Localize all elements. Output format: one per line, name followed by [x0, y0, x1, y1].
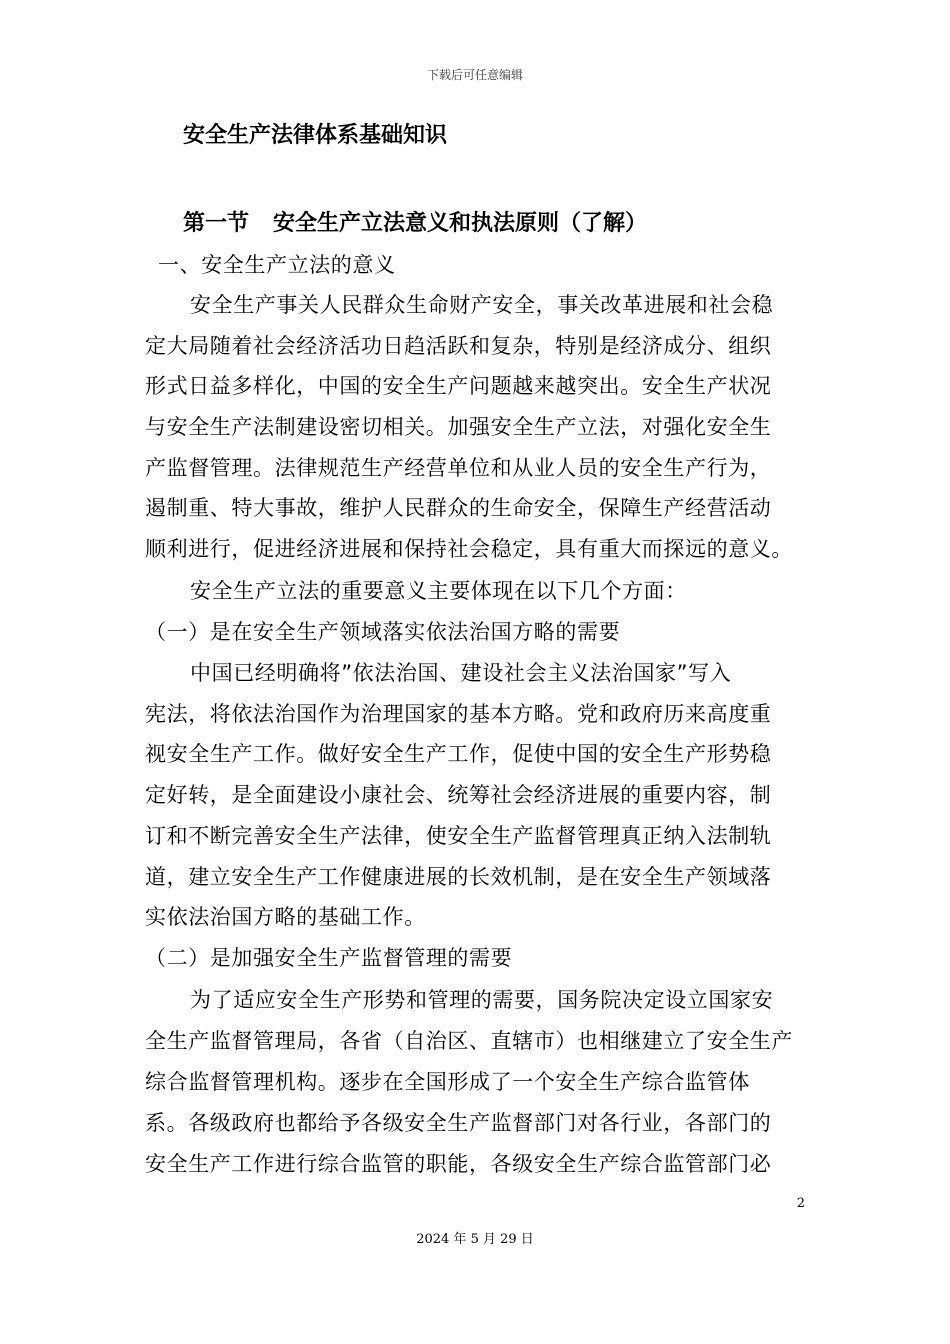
section-title — [183, 206, 647, 237]
paragraph-line: 实依法治国方略的基础工作。 — [145, 905, 426, 929]
paragraph-line: 安全生产事关人民群众生命财产安全，事关改革进展和社会稳 — [190, 293, 774, 317]
subheading: （一）是在安全生产领域落实依法治国方略的需要 — [145, 620, 621, 644]
paragraph-line: 系。各级政府也都给予各级安全生产监督部门对各行业，各部门的 — [145, 1111, 772, 1135]
paragraph-line: 遏制重、特大事故，维护人民群众的生命安全，保障生产经营活动 — [145, 496, 772, 520]
paragraph-line: 形式日益多样化，中国的安全生产问题越来越突出。安全生产状况 — [145, 374, 772, 398]
paragraph-line: 安全生产立法的重要意义主要体现在以下几个方面： — [190, 579, 687, 603]
page-number: 2 — [796, 1196, 805, 1211]
paragraph-line: 顺利进行，促进经济进展和保持社会稳定，具有重大而探远的意义。 — [145, 537, 793, 561]
paragraph-line: 道，建立安全生产工作健康进展的长效机制，是在安全生产领域落 — [145, 865, 772, 889]
heading-level-1: 一、安全生产立法的意义 — [158, 253, 396, 277]
subheading: （二）是加强安全生产监督管理的需要 — [145, 946, 513, 970]
paragraph-line: 为了适应安全生产形势和管理的需要，国务院决定设立国家安 — [190, 988, 774, 1012]
paragraph-line: 安全生产工作进行综合监管的职能，各级安全生产综合监管部门必 — [145, 1152, 772, 1176]
paragraph-line: 与安全生产法制建设密切相关。加强安全生产立法，对强化安全生 — [145, 415, 772, 439]
paragraph-line: 视安全生产工作。做好安全生产工作，促使中国的安全生产形势稳 — [145, 742, 772, 766]
paragraph-line: 定大局随着社会经济活功日趋活跃和复杂，特别是经济成分、组织 — [145, 334, 772, 358]
paragraph-line: 定好转，是全面建设小康社会、统筹社会经济进展的重要内容，制 — [145, 783, 772, 807]
paragraph-line: 综合监督管理机构。逐步在全国形成了一个安全生产综合监管体 — [145, 1070, 750, 1094]
header-note: 下载后可任意编辑 — [426, 68, 523, 82]
paragraph-line: 产监督管理。法律规范生产经营单位和从业人员的安全生产行为， — [145, 456, 772, 480]
document-title: 安全生产法律体系基础知识 — [183, 123, 448, 148]
paragraph-line: 宪法，将依法治国作为治理国家的基本方略。党和政府历来高度重 — [145, 702, 772, 726]
section-number: 第一节 — [183, 211, 250, 236]
section-title-text: 安全生产立法意义和执法原则（了解） — [273, 211, 648, 236]
paragraph-line: 订和不断完善安全生产法律，使安全生产监督管理真正纳入法制轨 — [145, 824, 772, 848]
paragraph-line: 中国已经明确将”依法治国、建设社会主义法治国家”写入 — [190, 661, 732, 685]
paragraph-line: 全生产监督管理局，各省（自治区、直辖市）也相继建立了安全生产 — [145, 1029, 793, 1053]
footer-date: 2024 年 5 月 29 日 — [416, 1232, 534, 1247]
